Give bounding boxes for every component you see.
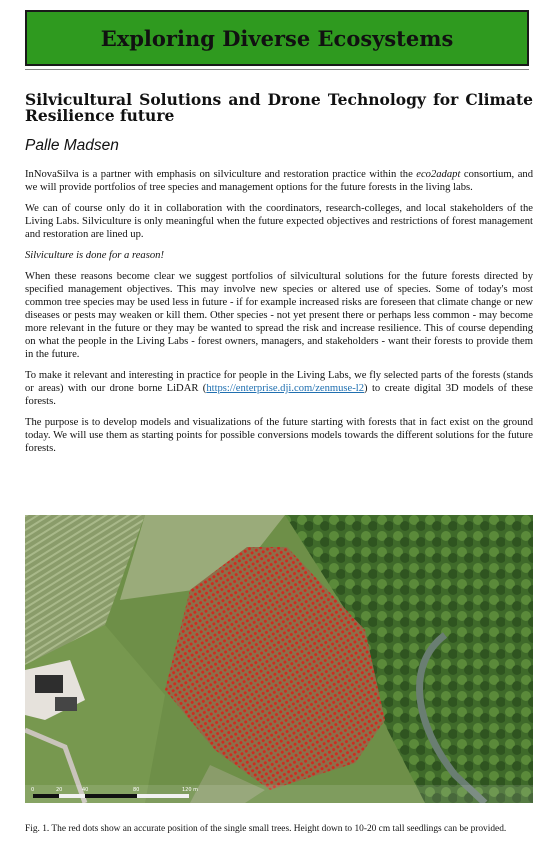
article-title: Silvicultural Solutions and Drone Technology for Climate Resilience future xyxy=(25,90,533,125)
header-banner xyxy=(25,10,529,66)
scale-tick-40: 40 xyxy=(82,787,89,793)
banner-title: Exploring Diverse Ecosystems xyxy=(100,25,454,51)
aerial-photo xyxy=(25,515,533,803)
scale-tick-120: 120 m xyxy=(182,787,199,793)
figure-caption: Fig. 1. The red dots show an accurate position of the single small trees. Height down to 10-20 cm tall seedlings can be provided. xyxy=(25,824,507,834)
article-body xyxy=(25,168,533,463)
paragraph-5: To make it relevant and interesting in practice for people in the Living Labs, we fly selected parts of the forests (stands or areas) with our drone borne LiDAR (https://enterprise.dji.com/zenmuse-l2) to create digital 3D models of these forests. xyxy=(25,370,533,407)
header-divider xyxy=(25,69,529,70)
scale-tick-20: 20 xyxy=(56,787,63,793)
lidar-link[interactable]: https://enterprise.dji.com/zenmuse-l2 xyxy=(206,383,365,394)
scale-tick-0: 0 xyxy=(31,787,35,793)
paragraph-4: When these reasons become clear we suggest portfolios of silvicultural solutions for the future forests directed by specified management objectives. This may involve new species or altered use of species. Some of today's most common tree species may be used less in future - if for example increased risks are foreseen that climate change or new diseases or pests may weaken or kill them. Other species - not yet present there or perhaps less common - may become more relevant in the future or they may be wanted to spread the risk and increase resilience. This of course depending on what the people in the Living Labs - forest owners, managers, and stakeholders - want their forests to provide them in the future. xyxy=(25,271,533,360)
paragraph-6: The purpose is to develop models and visualizations of the future starting with forests that in fact exist on the ground today. We will use them as starting points for possible conversions models towards the different solutions for the future forests. xyxy=(25,417,533,454)
paragraph-2: We can of course only do it in collaboration with the coordinators, research-colleges, and local stakeholders of the Living Labs. Silviculture is only meaningful when the future expected objectives and restrictions of forest management and restoration are lined up. xyxy=(25,203,533,240)
paragraph-1: InNovaSilva is a partner with emphasis on silviculture and restoration practice within the eco2adapt consortium, and we will provide portfolios of tree species and management options for the future forests in the living labs. xyxy=(25,169,533,193)
paragraph-3: Silviculture is done for a reason! xyxy=(25,250,164,261)
project-name: eco2adapt xyxy=(416,169,461,180)
article-author: Palle Madsen xyxy=(25,137,119,154)
aerial-photo-drawing xyxy=(25,515,533,803)
scale-tick-80: 80 xyxy=(133,787,140,793)
